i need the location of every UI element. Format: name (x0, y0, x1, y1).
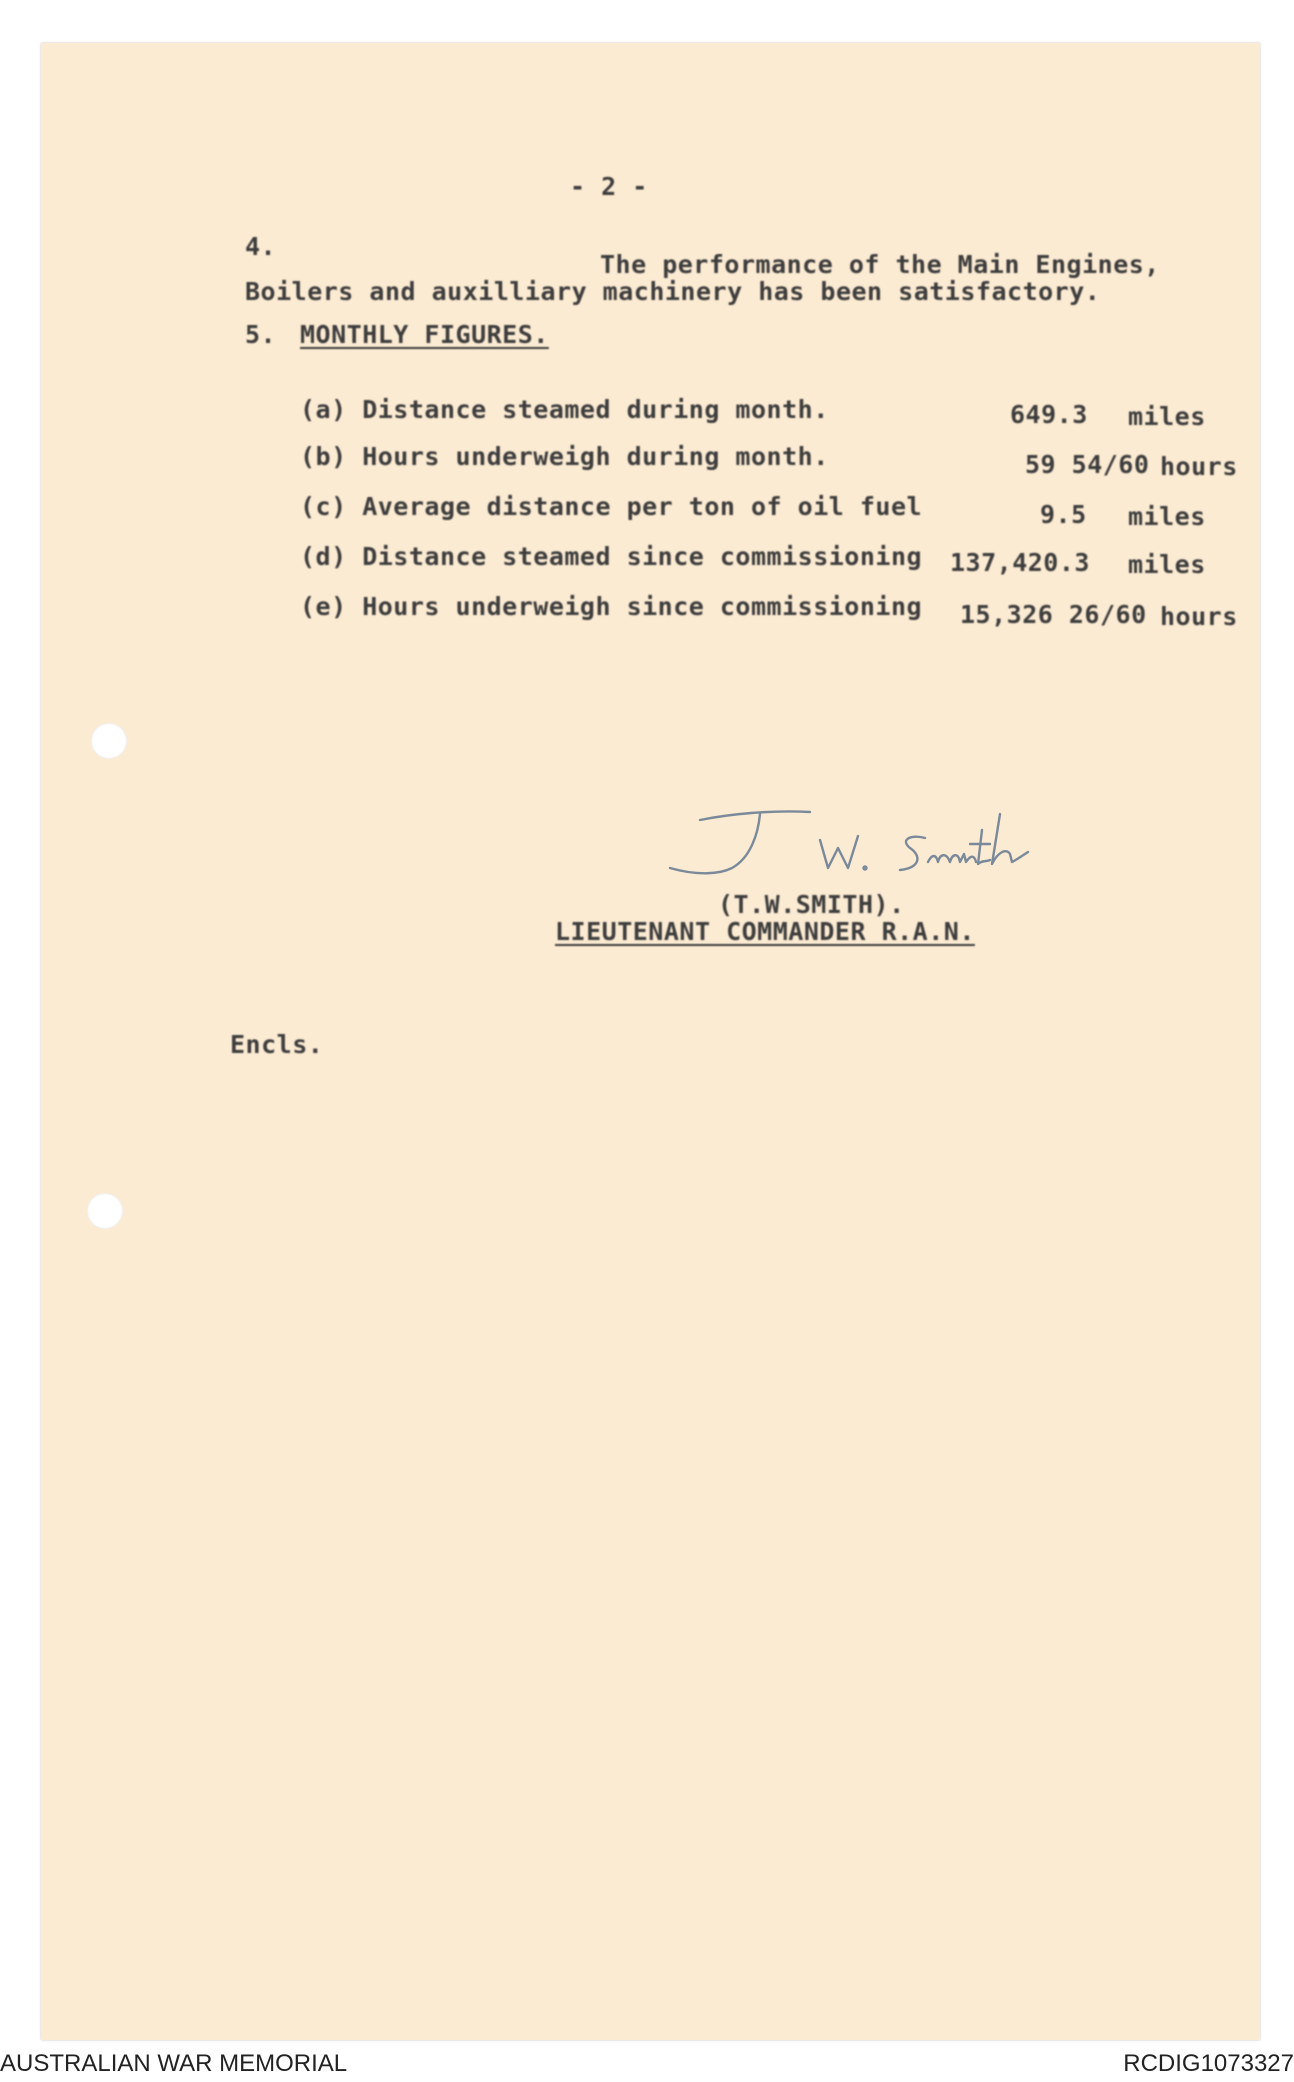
signatory-rank: LIEUTENANT COMMANDER R.A.N. (555, 917, 975, 946)
document-page (41, 43, 1260, 2040)
figure-c-value: 9.5 (1040, 500, 1087, 529)
figure-b-value: 59 54/60 (1025, 450, 1150, 479)
figure-e-value: 15,326 26/60 (960, 600, 1147, 629)
figure-e-label: (e) Hours underweigh since commissioning (300, 592, 923, 621)
paragraph-4-line-2: Boilers and auxilliary machinery has been satisfactory. (245, 277, 1101, 306)
signature-text: T. W. Smith (660, 790, 667, 791)
figure-d-label: (d) Distance steamed since commissioning (300, 542, 923, 571)
figure-a-value: 649.3 (1010, 400, 1088, 429)
handwritten-signature (660, 790, 1060, 890)
punch-hole-bottom (87, 1193, 123, 1229)
figure-d-unit: miles (1128, 550, 1206, 579)
figure-c-label: (c) Average distance per ton of oil fuel (300, 492, 923, 521)
figure-c-unit: miles (1128, 502, 1206, 531)
signatory-name: (T.W.SMITH). (718, 890, 905, 919)
page-number: - 2 - (570, 172, 648, 201)
paragraph-5-number: 5. (245, 320, 277, 349)
punch-hole-top (91, 723, 127, 759)
figure-b-unit: hours (1160, 452, 1238, 481)
figure-a-label: (a) Distance steamed during month. (300, 395, 829, 424)
figure-a-unit: miles (1128, 402, 1206, 431)
enclosures-note: Encls. (230, 1030, 324, 1059)
figure-d-value: 137,420.3 (950, 548, 1090, 577)
paragraph-4-number: 4. (245, 232, 277, 261)
figure-b-label: (b) Hours underweigh during month. (300, 442, 829, 471)
monthly-figures-heading: MONTHLY FIGURES. (300, 320, 549, 349)
footer-record-id: RCDIG1073327 (1123, 2050, 1294, 2077)
paragraph-4-line-1: The performance of the Main Engines, (600, 250, 1160, 279)
figure-e-unit: hours (1160, 602, 1238, 631)
footer-institution: AUSTRALIAN WAR MEMORIAL (0, 2050, 348, 2077)
